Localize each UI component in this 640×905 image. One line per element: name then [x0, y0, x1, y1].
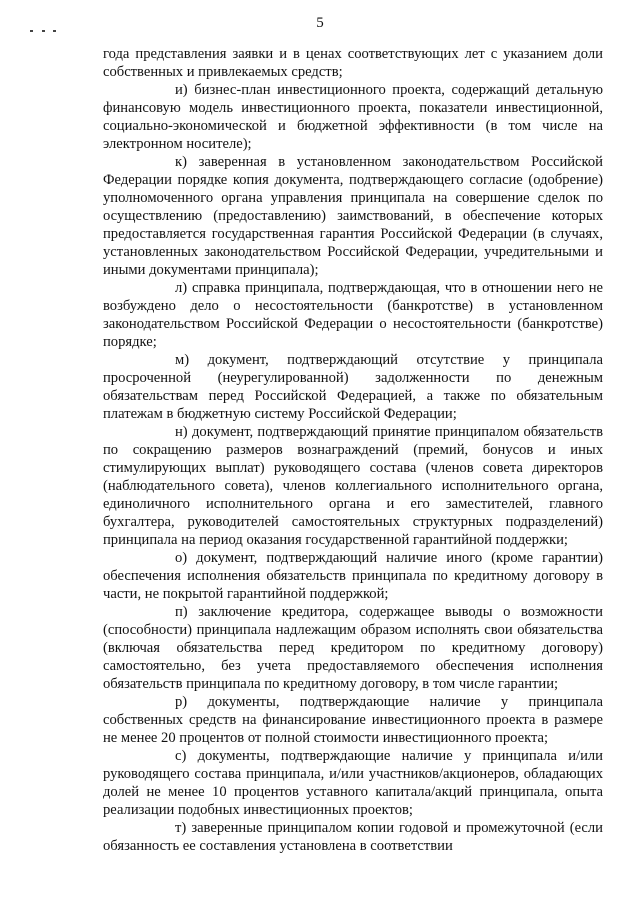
paragraph-text: документ, подтверждающий принятие принципалом обязательств по сокращению размеров вознаграждений (премий, бонусов и иных стимулирующих выплат) руководящего состава (членов совета директоров (наблюдательного совета), членов коллегиального исполнительного органа, единоличного исполнительного органа и его заместителей, главного бухгалтера, руководителей самостоятельных структурных подразделений) принципала на период оказания государственной гарантийной поддержки;: [103, 424, 603, 548]
list-marker: н): [175, 424, 188, 440]
list-marker: р): [175, 694, 188, 710]
paragraph-continuation: [103, 45, 603, 81]
paragraph-text: документы, подтверждающие наличие у принципала собственных средств на финансирование инвестиционного проекта в размере не менее 20 процентов от полной стоимости инвестиционного проекта;: [103, 694, 603, 746]
paragraph-text: документ, подтверждающий отсутствие у принципала просроченной (неурегулированной) задолженности по денежным обязательствам перед Российской Федерацией, а также по обязательным платежам в бюджетную систему Российской Федерации;: [103, 352, 603, 422]
list-marker: т): [175, 820, 187, 836]
list-item-l: [103, 279, 603, 351]
list-item-k: [103, 153, 603, 279]
paragraph-text: заключение кредитора, содержащее выводы о возможности (способности) принципала надлежащим образом исполнять свои обязательства (включая обязательства перед кредитором по кредитному договору) самостоятельно, без учета предоставляемого обеспечения исполнения обязательств принципала по кредитному договору, в том числе гарантии;: [103, 604, 603, 692]
list-item-o: [103, 549, 603, 603]
paragraph-text: заверенная в установленном законодательством Российской Федерации порядке копия документа, подтверждающего согласие (одобрение) уполномоченного органа управления принципала на совершение сделок по осуществлению (предоставлению) заимствований, в обеспечение которых предоставляется государственная гарантия Российской Федерации (в случаях, установленных законодательством Российской Федерации, учредительными и иными документами принципала);: [103, 154, 603, 278]
list-marker: м): [175, 352, 190, 368]
list-marker: с): [175, 748, 187, 764]
document-body: [103, 45, 603, 855]
list-item-t: [103, 819, 603, 855]
list-item-m: [103, 351, 603, 423]
paragraph-text: документы, подтверждающие наличие у принципала и/или руководящего состава принципала, и/или участников/акционеров, обладающих долей не менее 10 процентов уставного капитала/акций принципала, опыта реализации подобных инвестиционных проектов;: [103, 748, 603, 818]
list-marker: л): [175, 280, 188, 296]
list-marker: к): [175, 154, 187, 170]
list-item-n: [103, 423, 603, 549]
list-marker: и): [175, 82, 188, 98]
list-item-s: [103, 747, 603, 819]
paragraph-text: справка принципала, подтверждающая, что в отношении него не возбуждено дело о несостоятельности (банкротстве) в установленном законодательством Российской Федерации о несостоятельности (банкротстве) порядке;: [103, 280, 604, 350]
paragraph-text: заверенные принципалом копии годовой и промежуточной (если обязанность ее составления установлена в соответствии: [103, 820, 603, 854]
paragraph-text: года представления заявки и в ценах соответствующих лет с указанием доли собственных и привлекаемых средств;: [103, 46, 603, 80]
list-marker: о): [175, 550, 188, 566]
page-number: 5: [316, 15, 324, 31]
list-item-r: [103, 693, 603, 747]
list-item-i: [103, 81, 603, 153]
list-marker: п): [175, 604, 188, 620]
paragraph-text: документ, подтверждающий наличие иного (кроме гарантии) обеспечения исполнения обязательств принципала по кредитному договору в части, не покрытой гарантийной поддержкой;: [103, 550, 603, 602]
list-item-p: [103, 603, 603, 693]
paragraph-text: бизнес-план инвестиционного проекта, содержащий детальную финансовую модель инвестиционного проекта, показатели инвестиционной, социально-экономической и бюджетной эффективности (в том числе на электронном носителе);: [103, 82, 603, 152]
